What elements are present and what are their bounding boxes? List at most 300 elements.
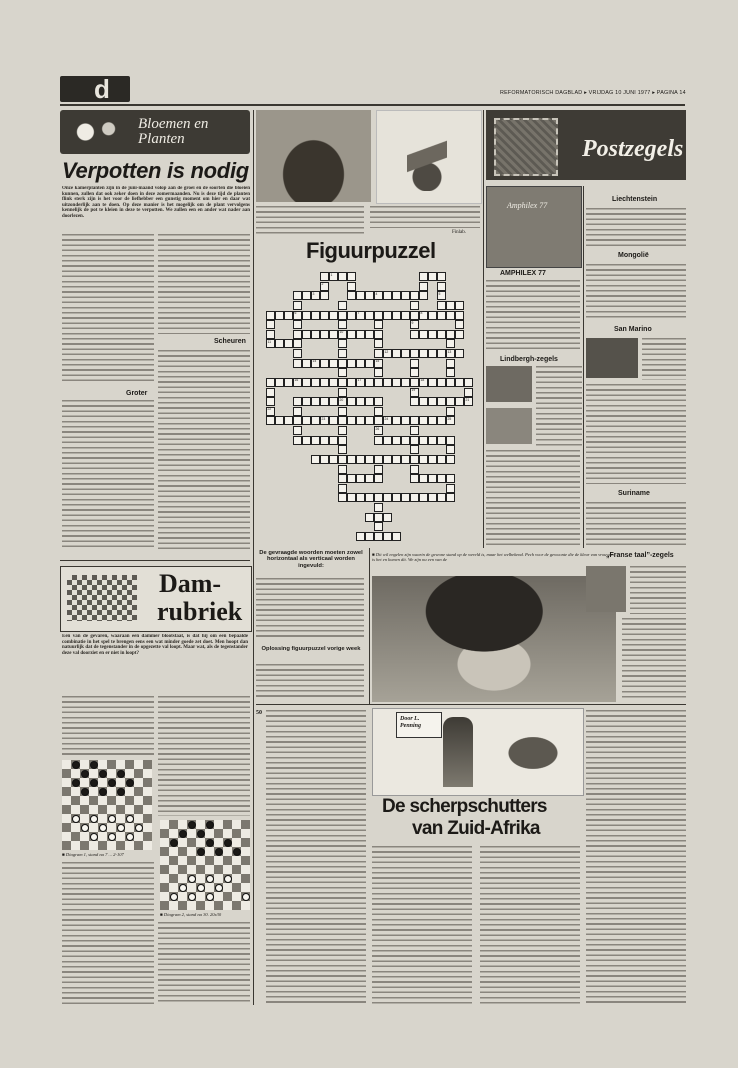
puzzle-cell[interactable] [374, 426, 383, 435]
puzzle-cell[interactable] [338, 349, 347, 358]
puzzle-cell[interactable] [392, 493, 401, 502]
puzzle-cell[interactable] [374, 359, 383, 368]
liechtenstein-text [586, 208, 686, 246]
puzzle-cell[interactable] [446, 368, 455, 377]
puzzle-cell[interactable] [329, 359, 338, 368]
divider-6 [369, 548, 370, 704]
puzzle-cell[interactable] [293, 320, 302, 329]
puzzle-cell[interactable] [392, 436, 401, 445]
puzzle-cell[interactable] [365, 378, 374, 387]
puzzle-cell[interactable] [374, 407, 383, 416]
puzzle-cell[interactable] [455, 378, 464, 387]
puzzle-cell[interactable] [365, 359, 374, 368]
puzzle-cell[interactable] [419, 311, 428, 320]
puzzle-cell[interactable] [338, 455, 347, 464]
puzzle-cell[interactable] [338, 493, 347, 502]
puzzle-cell[interactable] [338, 436, 347, 445]
puzzle-cell[interactable] [266, 416, 275, 425]
puzzle-cell[interactable] [428, 397, 437, 406]
puzzle-cell[interactable] [266, 407, 275, 416]
puzzle-cell[interactable] [455, 311, 464, 320]
board-square [125, 823, 134, 832]
puzzle-cell[interactable] [392, 532, 401, 541]
puzzle-cell[interactable] [392, 378, 401, 387]
puzzle-cell[interactable] [338, 445, 347, 454]
puzzle-cell[interactable] [428, 474, 437, 483]
puzzle-cell[interactable] [338, 426, 347, 435]
puzzle-intro-head: De gevraagde woorden moeten zowel horizontaal als verticaal worden ingevuld: [259, 550, 363, 569]
puzzle-cell[interactable] [455, 397, 464, 406]
puzzle-cell[interactable] [392, 349, 401, 358]
puzzle-cell[interactable] [293, 407, 302, 416]
white-piece [126, 833, 134, 841]
puzzle-cell[interactable] [284, 311, 293, 320]
puzzle-cell[interactable] [410, 359, 419, 368]
puzzle-cell[interactable] [401, 311, 410, 320]
puzzle-cell[interactable] [410, 436, 419, 445]
puzzle-cell[interactable] [374, 474, 383, 483]
puzzle-cell[interactable] [365, 291, 374, 300]
puzzle-cell[interactable] [446, 484, 455, 493]
puzzle-cell[interactable] [347, 493, 356, 502]
puzzle-cell[interactable] [365, 330, 374, 339]
puzzle-cell[interactable] [401, 291, 410, 300]
puzzle-cell[interactable] [374, 320, 383, 329]
puzzle-cell[interactable] [329, 311, 338, 320]
puzzle-cell[interactable] [365, 455, 374, 464]
puzzle-cell[interactable] [266, 397, 275, 406]
puzzle-cell[interactable] [392, 416, 401, 425]
puzzle-cell[interactable] [446, 455, 455, 464]
puzzle-cell[interactable] [311, 311, 320, 320]
board-square [160, 865, 169, 874]
puzzle-cell[interactable] [446, 311, 455, 320]
puzzle-cell[interactable] [410, 416, 419, 425]
puzzle-cell[interactable] [338, 465, 347, 474]
board-square [160, 856, 169, 865]
puzzle-cell[interactable] [365, 311, 374, 320]
puzzle-cell[interactable] [446, 445, 455, 454]
puzzle-cell[interactable] [446, 436, 455, 445]
puzzle-cell[interactable] [437, 378, 446, 387]
puzzle-cell[interactable] [347, 272, 356, 281]
puzzle-cell[interactable] [419, 378, 428, 387]
board-square [169, 856, 178, 865]
puzzle-cell[interactable] [338, 339, 347, 348]
puzzle-cell[interactable] [356, 532, 365, 541]
puzzle-cell[interactable] [410, 368, 419, 377]
puzzle-cell[interactable] [302, 416, 311, 425]
puzzle-cell[interactable] [446, 349, 455, 358]
sanmarino-text [642, 338, 686, 380]
puzzle-cell[interactable] [428, 311, 437, 320]
puzzle-cell[interactable] [365, 532, 374, 541]
board-square [169, 838, 178, 847]
puzzle-cell[interactable] [374, 493, 383, 502]
board-square [223, 829, 232, 838]
puzzle-cell[interactable] [428, 349, 437, 358]
puzzle-cell[interactable] [320, 416, 329, 425]
puzzle-cell[interactable] [374, 532, 383, 541]
puzzle-cell[interactable] [374, 311, 383, 320]
puzzle-cell[interactable] [410, 465, 419, 474]
puzzle-cell[interactable] [293, 426, 302, 435]
puzzle-cell[interactable] [356, 397, 365, 406]
puzzle-cell[interactable] [293, 349, 302, 358]
puzzle-cell[interactable] [356, 311, 365, 320]
puzzle-cell[interactable] [446, 330, 455, 339]
puzzle-cell[interactable] [383, 513, 392, 522]
puzzle-cell[interactable] [392, 311, 401, 320]
puzzle-cell[interactable] [455, 349, 464, 358]
puzzle-cell[interactable] [410, 320, 419, 329]
puzzle-cell[interactable] [266, 339, 275, 348]
board-square [80, 787, 89, 796]
puzzle-cell[interactable] [437, 272, 446, 281]
puzzle-cell[interactable] [356, 378, 365, 387]
puzzle-cell[interactable] [302, 397, 311, 406]
puzzle-cell[interactable] [437, 474, 446, 483]
puzzle-cell[interactable] [383, 349, 392, 358]
puzzle-cell[interactable] [437, 311, 446, 320]
puzzle-cell[interactable] [347, 359, 356, 368]
puzzle-cell[interactable] [383, 378, 392, 387]
puzzle-cell[interactable] [320, 397, 329, 406]
puzzle-cell[interactable] [464, 378, 473, 387]
puzzle-cell[interactable] [383, 291, 392, 300]
puzzle-cell[interactable] [338, 320, 347, 329]
board-square [107, 823, 116, 832]
puzzle-cell[interactable] [401, 349, 410, 358]
puzzle-cell[interactable] [401, 436, 410, 445]
puzzle-cell[interactable] [365, 474, 374, 483]
puzzle-cell[interactable] [383, 311, 392, 320]
story-column-4 [586, 710, 686, 1004]
puzzle-cell[interactable] [464, 397, 473, 406]
puzzle-cell[interactable] [383, 455, 392, 464]
puzzle-cell[interactable] [437, 416, 446, 425]
puzzle-cell[interactable] [356, 493, 365, 502]
puzzle-cell[interactable] [419, 272, 428, 281]
white-piece [224, 875, 232, 883]
puzzle-cell[interactable] [374, 291, 383, 300]
puzzle-cell[interactable] [437, 301, 446, 310]
puzzle-cell[interactable] [329, 416, 338, 425]
puzzle-cell[interactable] [284, 339, 293, 348]
puzzle-cell[interactable] [419, 282, 428, 291]
france-text [630, 566, 686, 614]
puzzle-cell[interactable] [428, 378, 437, 387]
puzzle-cell[interactable] [365, 397, 374, 406]
puzzle-cell[interactable] [446, 378, 455, 387]
puzzle-cell[interactable] [419, 397, 428, 406]
puzzle-cell[interactable] [428, 493, 437, 502]
puzzle-cell[interactable] [320, 378, 329, 387]
puzzle-cell[interactable] [275, 416, 284, 425]
puzzle-cell[interactable] [455, 330, 464, 339]
puzzle-cell[interactable] [428, 272, 437, 281]
puzzle-cell[interactable] [284, 378, 293, 387]
puzzle-cell[interactable] [365, 493, 374, 502]
puzzle-cell[interactable] [347, 330, 356, 339]
puzzle-cell[interactable] [347, 416, 356, 425]
puzzle-cell[interactable] [329, 272, 338, 281]
puzzle-cell[interactable] [356, 359, 365, 368]
puzzle-cell[interactable] [410, 426, 419, 435]
puzzle-cell[interactable] [383, 436, 392, 445]
puzzle-cell[interactable] [338, 388, 347, 397]
puzzle-cell[interactable] [329, 397, 338, 406]
puzzle-cell[interactable] [374, 349, 383, 358]
puzzle-cell[interactable] [320, 436, 329, 445]
puzzle-cell[interactable] [419, 474, 428, 483]
puzzle-cell[interactable] [266, 330, 275, 339]
puzzle-cell[interactable] [338, 407, 347, 416]
board-square [62, 832, 71, 841]
story-column-3 [480, 846, 580, 1004]
puzzle-cell[interactable] [464, 388, 473, 397]
puzzle-cell[interactable] [302, 291, 311, 300]
puzzle-cell[interactable] [365, 513, 374, 522]
puzzle-cell[interactable] [302, 330, 311, 339]
puzzle-cell[interactable] [293, 291, 302, 300]
plants-column-1 [62, 234, 154, 384]
puzzle-cell[interactable] [311, 436, 320, 445]
puzzle-cell[interactable] [320, 282, 329, 291]
puzzle-cell[interactable] [329, 436, 338, 445]
puzzle-cell[interactable] [410, 330, 419, 339]
puzzle-cell[interactable] [293, 416, 302, 425]
puzzle-cell[interactable] [266, 378, 275, 387]
puzzle-cell[interactable] [266, 311, 275, 320]
puzzle-cell[interactable] [302, 436, 311, 445]
board-square [134, 814, 143, 823]
board-square [98, 832, 107, 841]
puzzle-cell[interactable] [320, 291, 329, 300]
puzzle-cell[interactable] [266, 320, 275, 329]
puzzle-cell[interactable] [347, 455, 356, 464]
puzzle-cell[interactable] [410, 493, 419, 502]
puzzle-cell[interactable] [419, 436, 428, 445]
puzzle-cell[interactable] [302, 359, 311, 368]
puzzle-cell[interactable] [356, 291, 365, 300]
puzzle-cell[interactable] [356, 330, 365, 339]
puzzle-cell[interactable] [374, 455, 383, 464]
puzzle-cell[interactable] [383, 416, 392, 425]
puzzle-cell[interactable] [428, 436, 437, 445]
puzzle-cell[interactable] [392, 455, 401, 464]
puzzle-grid[interactable] [266, 272, 476, 544]
puzzle-cell[interactable] [275, 311, 284, 320]
puzzle-number: 14 [312, 359, 317, 364]
puzzle-cell[interactable] [347, 474, 356, 483]
puzzle-cell[interactable] [428, 416, 437, 425]
puzzle-cell[interactable] [338, 378, 347, 387]
puzzle-cell[interactable] [293, 311, 302, 320]
puzzle-cell[interactable] [401, 416, 410, 425]
puzzle-cell[interactable] [410, 378, 419, 387]
puzzle-cell[interactable] [347, 311, 356, 320]
puzzle-cell[interactable] [311, 416, 320, 425]
puzzle-cell[interactable] [374, 513, 383, 522]
puzzle-cell[interactable] [293, 330, 302, 339]
puzzle-cell[interactable] [356, 474, 365, 483]
puzzle-cell[interactable] [419, 330, 428, 339]
puzzle-cell[interactable] [410, 311, 419, 320]
puzzle-cell[interactable] [455, 320, 464, 329]
puzzle-cell[interactable] [338, 330, 347, 339]
puzzle-cell[interactable] [437, 493, 446, 502]
puzzle-cell[interactable] [419, 455, 428, 464]
puzzle-cell[interactable] [356, 455, 365, 464]
puzzle-cell[interactable] [446, 416, 455, 425]
board-square [187, 856, 196, 865]
puzzle-cell[interactable] [329, 455, 338, 464]
puzzle-cell[interactable] [311, 330, 320, 339]
puzzle-cell[interactable] [347, 282, 356, 291]
puzzle-cell[interactable] [293, 301, 302, 310]
puzzle-cell[interactable] [446, 301, 455, 310]
puzzle-cell[interactable] [338, 311, 347, 320]
puzzle-cell[interactable] [338, 397, 347, 406]
puzzle-cell[interactable] [374, 368, 383, 377]
puzzle-cell[interactable] [320, 311, 329, 320]
puzzle-cell[interactable] [374, 436, 383, 445]
puzzle-cell[interactable] [374, 503, 383, 512]
puzzle-cell[interactable] [338, 416, 347, 425]
puzzle-cell[interactable] [401, 378, 410, 387]
puzzle-cell[interactable] [437, 291, 446, 300]
puzzle-cell[interactable] [374, 397, 383, 406]
board-square [125, 841, 134, 850]
board-square [196, 820, 205, 829]
puzzle-cell[interactable] [374, 339, 383, 348]
puzzle-cell[interactable] [311, 378, 320, 387]
puzzle-cell[interactable] [320, 359, 329, 368]
puzzle-cell[interactable] [311, 359, 320, 368]
puzzle-cell[interactable] [293, 397, 302, 406]
puzzle-number: 1 [330, 272, 333, 277]
puzzle-cell[interactable] [347, 291, 356, 300]
puzzle-cell[interactable] [392, 291, 401, 300]
puzzle-cell[interactable] [293, 378, 302, 387]
puzzle-cell[interactable] [419, 416, 428, 425]
puzzle-cell[interactable] [446, 397, 455, 406]
puzzle-cell[interactable] [446, 359, 455, 368]
puzzle-cell[interactable] [329, 330, 338, 339]
black-piece [81, 788, 89, 796]
dam-diagram-2 [160, 820, 250, 910]
puzzle-cell[interactable] [338, 301, 347, 310]
puzzle-cell[interactable] [284, 416, 293, 425]
puzzle-cell[interactable] [437, 282, 446, 291]
puzzle-cell[interactable] [410, 291, 419, 300]
puzzle-cell[interactable] [437, 455, 446, 464]
puzzle-cell[interactable] [401, 493, 410, 502]
puzzle-cell[interactable] [446, 474, 455, 483]
puzzle-cell[interactable] [293, 339, 302, 348]
puzzle-cell[interactable] [374, 378, 383, 387]
puzzle-cell[interactable] [383, 493, 392, 502]
puzzle-cell[interactable] [410, 388, 419, 397]
puzzle-cell[interactable] [338, 359, 347, 368]
puzzle-cell[interactable] [428, 330, 437, 339]
board-square [125, 796, 134, 805]
board-square [62, 823, 71, 832]
puzzle-cell[interactable] [446, 339, 455, 348]
puzzle-cell[interactable] [374, 416, 383, 425]
board-square [98, 823, 107, 832]
puzzle-cell[interactable] [293, 359, 302, 368]
puzzle-cell[interactable] [338, 368, 347, 377]
board-square [178, 874, 187, 883]
puzzle-cell[interactable] [383, 532, 392, 541]
puzzle-cell[interactable] [338, 272, 347, 281]
puzzle-cell[interactable] [347, 397, 356, 406]
puzzle-cell[interactable] [419, 349, 428, 358]
board-square [71, 787, 80, 796]
puzzle-cell[interactable] [374, 330, 383, 339]
puzzle-cell[interactable] [437, 436, 446, 445]
board-square [107, 769, 116, 778]
puzzle-cell[interactable] [311, 291, 320, 300]
puzzle-cell[interactable] [410, 349, 419, 358]
puzzle-cell[interactable] [356, 416, 365, 425]
puzzle-cell[interactable] [311, 397, 320, 406]
puzzle-cell[interactable] [410, 455, 419, 464]
board-square [71, 760, 80, 769]
white-piece [179, 884, 187, 892]
puzzle-cell[interactable] [311, 455, 320, 464]
puzzle-cell[interactable] [446, 407, 455, 416]
puzzle-cell[interactable] [320, 455, 329, 464]
puzzle-cell[interactable] [428, 455, 437, 464]
puzzle-cell[interactable] [302, 311, 311, 320]
puzzle-cell[interactable] [401, 455, 410, 464]
puzzle-cell[interactable] [419, 493, 428, 502]
puzzle-cell[interactable] [347, 378, 356, 387]
divider-5 [60, 560, 250, 561]
puzzle-cell[interactable] [419, 291, 428, 300]
puzzle-cell[interactable] [410, 445, 419, 454]
puzzle-cell[interactable] [437, 397, 446, 406]
puzzle-cell[interactable] [320, 330, 329, 339]
puzzle-cell[interactable] [455, 301, 464, 310]
puzzle-cell[interactable] [266, 388, 275, 397]
board-square [89, 787, 98, 796]
puzzle-cell[interactable] [338, 474, 347, 483]
puzzle-cell[interactable] [329, 378, 338, 387]
puzzle-cell[interactable] [374, 522, 383, 531]
puzzle-cell[interactable] [410, 474, 419, 483]
board-square [214, 847, 223, 856]
puzzle-cell[interactable] [446, 493, 455, 502]
puzzle-cell[interactable] [302, 378, 311, 387]
board-square [125, 832, 134, 841]
puzzle-cell[interactable] [437, 330, 446, 339]
puzzle-cell[interactable] [293, 436, 302, 445]
puzzle-cell[interactable] [374, 465, 383, 474]
puzzle-cell[interactable] [320, 272, 329, 281]
puzzle-cell[interactable] [275, 378, 284, 387]
puzzle-cell[interactable] [410, 397, 419, 406]
puzzle-cell[interactable] [275, 339, 284, 348]
board-square [80, 832, 89, 841]
puzzle-cell[interactable] [437, 349, 446, 358]
puzzle-cell[interactable] [410, 301, 419, 310]
puzzle-cell[interactable] [338, 484, 347, 493]
puzzle-cell[interactable] [365, 416, 374, 425]
